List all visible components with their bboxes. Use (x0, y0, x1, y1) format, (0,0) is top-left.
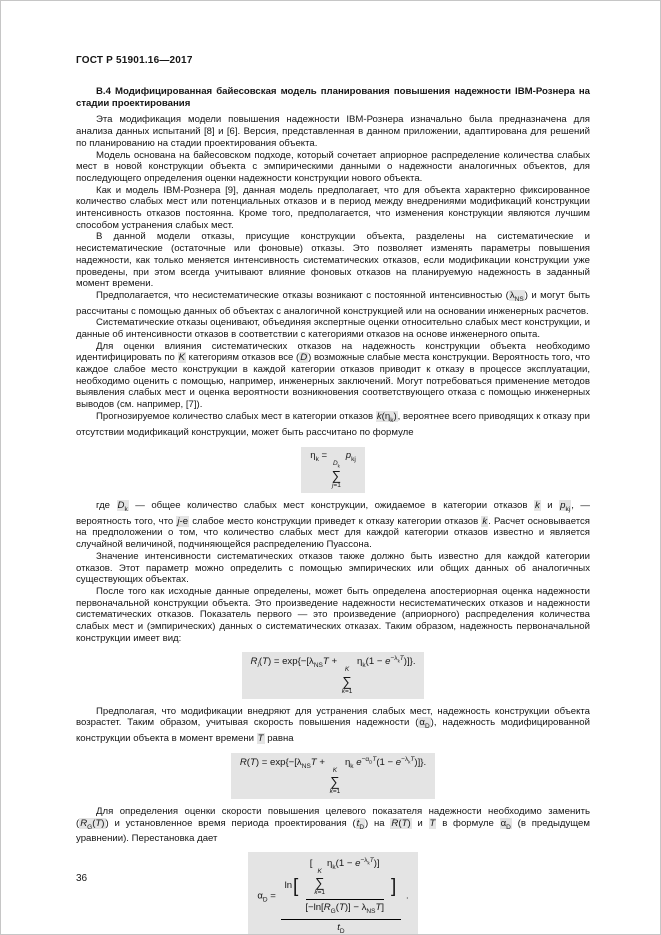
paragraph: Предполагается, что несистематические отказы возникают с постоянной интенсивностью $(\lambda_{NS})$ и могут быть рассчитаны с помощью данных об объектах с аналогичной конструкцией или на основании инженерных расчетов. (76, 289, 590, 317)
paragraph: Эта модификация модели повышения надежности IBM-Рознера изначально была предназначена для анализа данных испытаний [8] и [6]. Версия, представленная в данном приложении, адаптирована для решений по планированию на стадии проектирования объекта. (76, 114, 590, 149)
paragraph: Для определения оценки скорости повышения целевого показателя надежности необходимо заменить $(R_G(T))$ и установленное время периода проектирования $(t_D)$ на R(T) и T в формуле $\alpha_D$ (в предыдущем уравнении). Перестановка дает (76, 806, 590, 845)
paragraph: Для оценки влияния систематических отказов на надежность конструкции объекта необходимо идентифицировать по K категориям отказов все (D) возможные слабые места конструкции. Вероятность того, что каждое слабое место конструкции в каждой категории отказов приводит к отказу в процессе эксплуатации, необходимо оценить с помощью, например, инженерных заключений. Могут потребоваться применение методов выявления слабых мест и оценка вероятности возникновения соответствующего отказа с помощью инженерных выводов (см. например, [7]). (76, 340, 590, 411)
paragraph: где $D_k$ — общее количество слабых мест конструкции, ожидаемое в категории отказов k и $p_{kj}$, — вероятность того, что j-е слабое место конструкции приведет к отказу категории отказов k. Расчет основывается на предположении о том, что количество слабых мест для каждой категории отказов известно и является случайной величиной, подчиняющейся распределению Пуассона. (76, 500, 591, 551)
page-number: 36 (76, 873, 88, 884)
formula-alpha-d (76, 852, 590, 935)
formula-eta-k (76, 445, 590, 493)
paragraph: Прогнозируемое количество слабых мест в категории отказов $k(\eta_k)$, вероятнее всего приводящих к отказу при отсутствии модификаций конструкции, может быть рассчитано по формуле (76, 410, 590, 438)
document-content (76, 86, 590, 935)
formula-content: $R(T) = \exp\{-[\lambda_{NS}T$ + K ∑ k=1 $\eta_k$ $e^{-\alpha_DT}(1 - e^{-\lambda_kT})$]}. (231, 753, 435, 799)
document-title-header: ГОСТ Р 51901.16—2017 (76, 55, 193, 66)
formula-content: $\alpha_D$ = ln [ [ K ∑ k=1 $\eta_k(1 - e^{-\lambda_kT})$] $[-\ln[R_G(T)] - \lambda_{NS}T]$ ] $t_D$ . (248, 852, 417, 935)
paragraph: Предполагая, что модификации внедряют для устранения слабых мест, надежность конструкции объекта возрастет. Таким образом, учитывая скорость повышения надежности $(\alpha_D)$, надежность модифицированной конструкции объекта в момент времени T равна (76, 705, 590, 745)
formula-modified-reliability (76, 752, 590, 799)
formula-content: $\eta_k$ = $D_k$ ∑ j=1 $p_{kj}$ (301, 447, 365, 493)
paragraph: Модель основана на байесовском подходе, который сочетает априорное распределение количества слабых мест в новой конструкции объекта с эмпирическими данными о надежности аналогичных объектов, для последующего определения оценки надежности конструкции нового объекта. (76, 149, 590, 184)
paragraph: В данной модели отказы, присущие конструкции объекта, разделены на систематические и несистематические (остаточные или фоновые) отказы. Это позволяет изменять параметры повышения надежности, как только меняется интенсивность систематических отказов, если модификации конструкции уже проведены, при этом всегда учитывают влияние фоновых отказов на планируемую надежность в заданный момент времени. (76, 231, 590, 290)
section-heading: В.4 Модифицированная байесовская модель планирования повышения надежности IBM-Рознера на стадии проектирования (76, 86, 590, 109)
paragraph: После того как исходные данные определены, может быть определена апостериорная оценка надежности первоначальной конструкции объекта. Это произведение надежности несистематических отказов и надежности систематических отказов. Показатель первого — это произведение (априорного) распределения количества слабых мест и (эмпирических) данных о систематических отказах. Таким образом, надежность первоначальной конструкции имеет вид: (76, 585, 590, 644)
formula-initial-reliability (76, 651, 590, 698)
paragraph: Как и модель IBM-Рознера [9], данная модель предполагает, что для объекта характерно фиксированное количество слабых мест или потенциальных отказов и в период между внедрениями модификаций конструкции интенсивность отказов постоянна. Кроме того, предполагается, что изменения конструкции являются лучшим способом устранения слабых мест. (76, 184, 590, 231)
formula-content: $R_i(T) = \exp\{-[\lambda_{NS}T$ + K ∑ k=1 $\eta_k(1 - e^{-\lambda_kT})$]}. (242, 652, 425, 698)
paragraph: Значение интенсивности систематических отказов также должно быть известно для каждой категории отказов. Этот параметр можно определить с помощью эмпирических или общих данных об аналогичных существующих объектах. (76, 550, 590, 586)
paragraph: Систематические отказы оценивают, объединяя экспертные оценки относительно слабых мест конструкции, и данные об интенсивности отказов в соответствии с категориями отказов на основе инженерного опыта. (76, 317, 590, 340)
